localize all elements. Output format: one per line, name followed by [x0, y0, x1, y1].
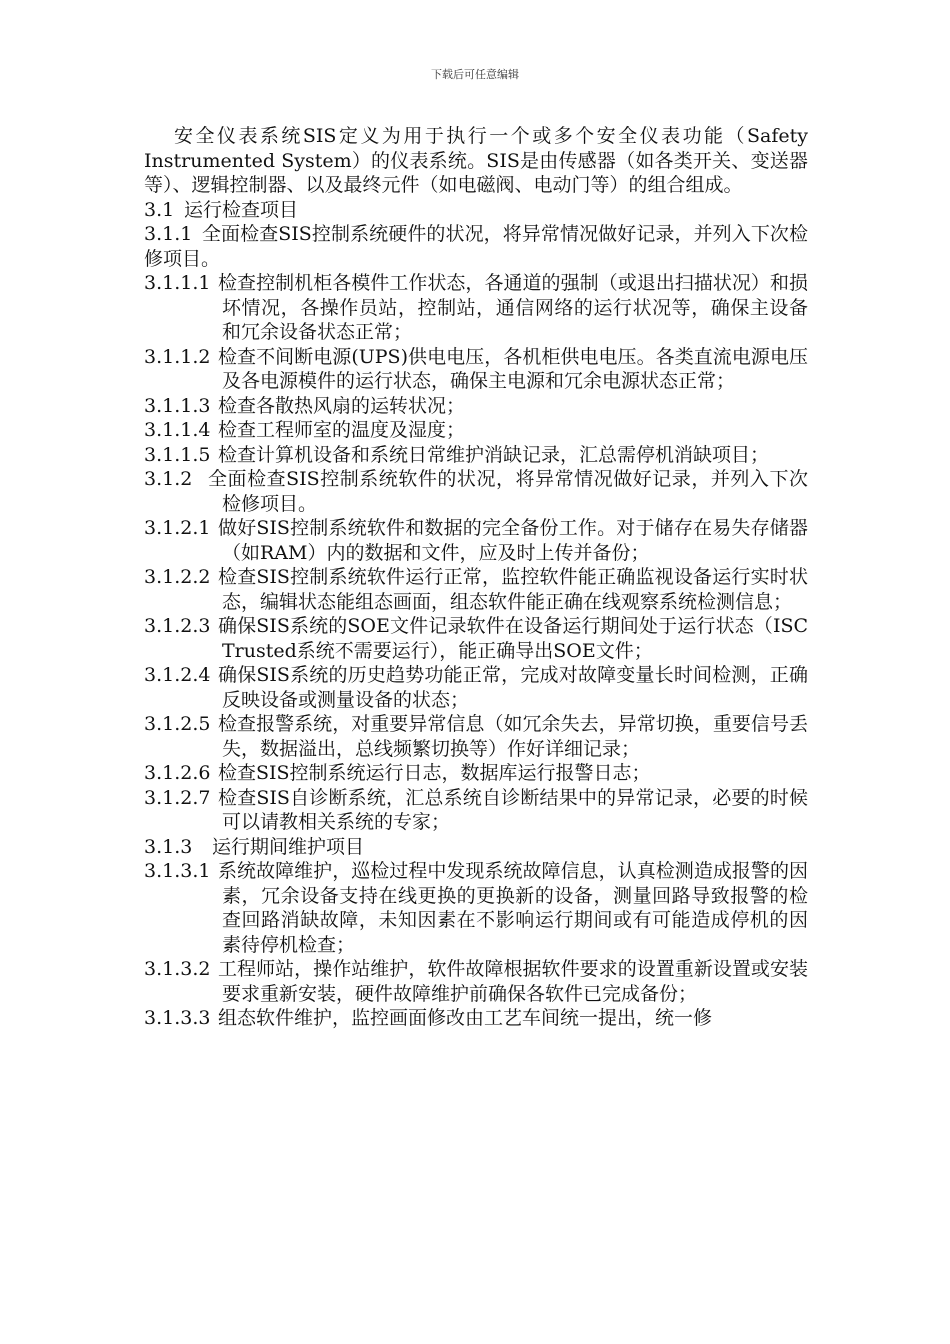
section-item: [144, 418, 808, 443]
section-number: 3.1: [144, 198, 175, 221]
section-text: 确保SIS系统的历史趋势功能正常，完成对故障变量长时间检测，正确反映设备或测量设备的状态；: [218, 664, 808, 711]
section-item: [144, 957, 808, 1006]
item-list: [144, 198, 808, 1031]
section-item: [144, 467, 808, 516]
section-item: [144, 443, 808, 468]
document-body: [144, 124, 808, 1031]
section-item: [144, 222, 808, 271]
section-item: [144, 835, 808, 860]
section-number: 3.1.1.1: [144, 272, 211, 294]
section-number: 3.1.2.3: [144, 615, 211, 637]
section-number: 3.1.1.2: [144, 345, 211, 368]
section-text: 工程师站，操作站维护，软件故障根据软件要求的设置重新设置或安装要求重新安装，硬件故障维护前确保各软件已完成备份；: [218, 958, 808, 1005]
section-number: 3.1.1: [144, 223, 193, 245]
section-text: 全面检查SIS控制系统软件的状况，将异常情况做好记录，并列入下次检修项目。: [208, 468, 808, 515]
section-text: 检查控制机柜各模件工作状态，各通道的强制（或退出扫描状况）和损坏情况，各操作员站，控制站，通信网络的运行状况等，确保主设备和冗余设备状态正常；: [218, 272, 808, 343]
section-number: 3.1.2.4: [144, 664, 211, 686]
section-item: [144, 565, 808, 614]
section-item: [144, 345, 808, 394]
intro-paragraph: 安全仪表系统SIS定义为用于执行一个或多个安全仪表功能（Safety Instrumented System）的仪表系统。SIS是由传感器（如各类开关、变送器等）、逻辑控制器、以及最终元件（如电磁阀、电动门等）的组合组成。: [144, 125, 808, 196]
section-number: 3.1.2.5: [144, 713, 211, 735]
section-item: [144, 198, 808, 223]
section-text: 运行检查项目: [184, 198, 299, 221]
section-item: [144, 712, 808, 761]
section-number: 3.1.2.2: [144, 566, 211, 588]
section-number: 3.1.2.1: [144, 517, 211, 539]
section-text: 组态软件维护，监控画面修改由工艺车间统一提出，统一修: [218, 1007, 713, 1029]
section-number: 3.1.2.6: [144, 762, 211, 784]
section-item: [144, 786, 808, 835]
section-number: 3.1.2: [144, 468, 193, 490]
section-number: 3.1.1.5: [144, 443, 211, 466]
section-number: 3.1.3.1: [144, 860, 211, 882]
section-number: 3.1.3: [144, 835, 193, 858]
section-text: 检查工程师室的温度及湿度；: [218, 419, 466, 441]
section-item: [144, 614, 808, 663]
section-number: 3.1.3.3: [144, 1007, 211, 1029]
section-text: 检查各散热风扇的运转状况；: [218, 394, 466, 417]
section-text: 检查不间断电源(UPS)供电电压，各机柜供电电压。各类直流电源电压及各电源模件的运行状态，确保主电源和冗余电源状态正常；: [218, 345, 808, 392]
section-item: [144, 761, 808, 786]
section-text: 检查SIS自诊断系统，汇总系统自诊断结果中的异常记录，必要的时候可以请教相关系统的专家；: [218, 786, 808, 833]
section-item: [144, 271, 808, 345]
section-text: 做好SIS控制系统软件和数据的完全备份工作。对于储存在易失存储器（如RAM）内的数据和文件，应及时上传并备份；: [218, 517, 808, 564]
section-item: [144, 1006, 808, 1031]
page-header: 下载后可任意编辑: [431, 68, 519, 81]
section-text: 检查计算机设备和系统日常维护消缺记录，汇总需停机消缺项目；: [218, 443, 770, 466]
section-number: 3.1.1.4: [144, 419, 211, 441]
section-text: 检查报警系统，对重要异常信息（如冗余失去，异常切换，重要信号丢失，数据溢出，总线频繁切换等）作好详细记录；: [218, 713, 808, 760]
section-item: [144, 663, 808, 712]
section-text: 确保SIS系统的SOE文件记录软件在设备运行期间处于运行状态（ISC Trusted系统不需要运行），能正确导出SOE文件；: [218, 615, 808, 662]
section-item: [144, 394, 808, 419]
section-item: [144, 859, 808, 957]
section-text: 全面检查SIS控制系统硬件的状况，将异常情况做好记录，并列入下次检修项目。: [144, 223, 808, 270]
section-text: 系统故障维护，巡检过程中发现系统故障信息，认真检测造成报警的因素，冗余设备支持在线更换的更换新的设备，测量回路导致报警的检查回路消缺故障，未知因素在不影响运行期间或有可能造成停机的因素待停机检查；: [218, 860, 808, 956]
section-item: [144, 516, 808, 565]
section-number: 3.1.2.7: [144, 786, 211, 809]
section-text: 检查SIS控制系统软件运行正常，监控软件能正确监视设备运行实时状态，编辑状态能组态画面，组态软件能正确在线观察系统检测信息；: [218, 566, 808, 613]
section-number: 3.1.3.2: [144, 958, 211, 980]
section-number: 3.1.1.3: [144, 394, 211, 417]
section-text: 运行期间维护项目: [212, 835, 365, 858]
section-text: 检查SIS控制系统运行日志，数据库运行报警日志；: [218, 762, 651, 784]
